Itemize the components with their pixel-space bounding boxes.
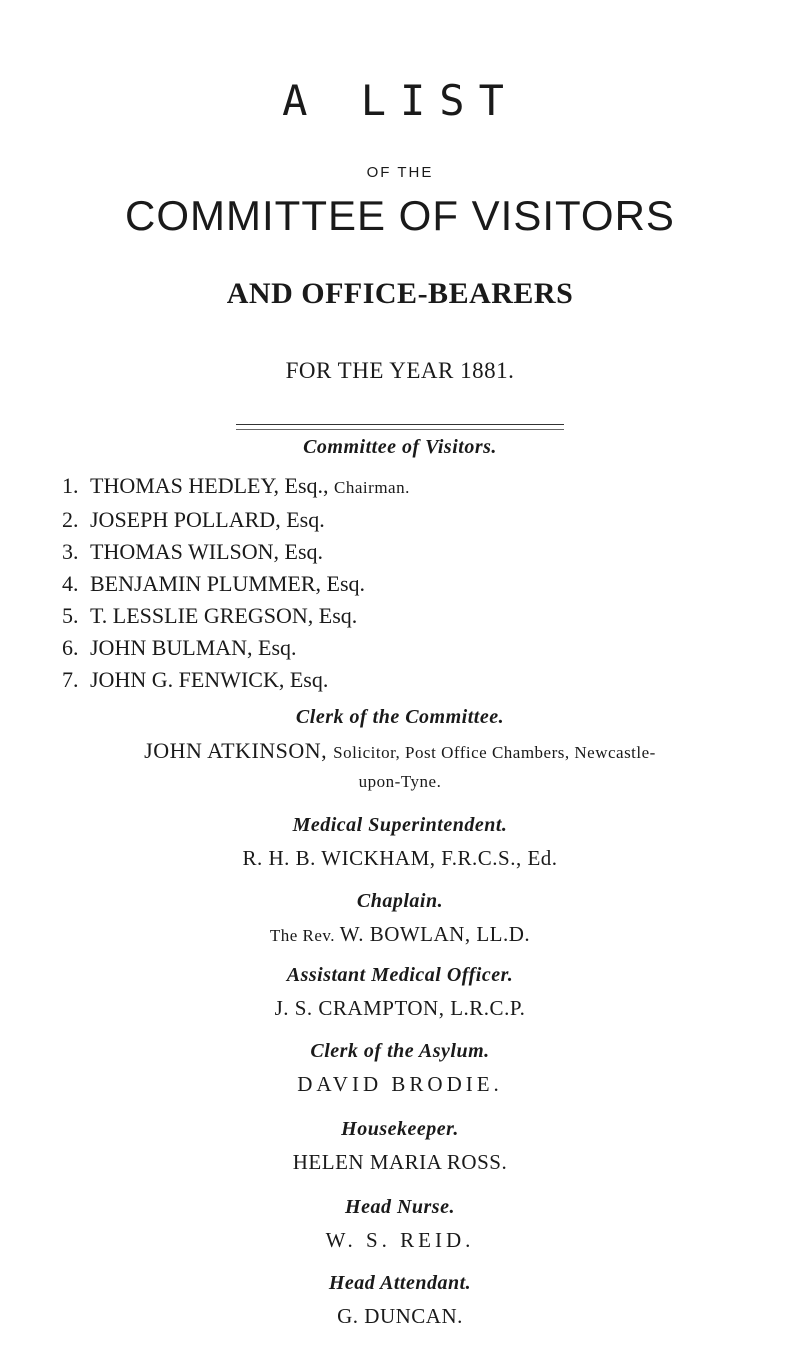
assistant-medical-officer-name: J. S. CRAMPTON, L.R.C.P.	[274, 996, 526, 1020]
committee-section-heading: Committee of Visitors.	[303, 436, 497, 458]
list-item	[62, 632, 782, 664]
chaplain-prefix: The Rev.	[269, 926, 340, 945]
list-item	[62, 504, 782, 536]
head-nurse-heading: Head Nurse.	[345, 1196, 455, 1218]
of-the-line: OF THE	[366, 164, 434, 181]
chaplain-heading: Chaplain.	[356, 890, 444, 912]
medical-superintendent-name: R. H. B. WICKHAM, F.R.C.S., Ed.	[242, 846, 558, 870]
list-item	[62, 600, 782, 632]
list-item	[62, 536, 782, 568]
member-name: THOMAS WILSON, Esq.	[90, 539, 324, 564]
head-nurse-name: W. S. REID.	[325, 1228, 475, 1252]
divider-rule	[236, 429, 564, 430]
clerk-committee-name: JOHN ATKINSON,	[144, 738, 334, 763]
list-item	[62, 664, 782, 696]
medical-superintendent-heading: Medical Superintendent.	[292, 814, 508, 836]
assistant-medical-officer-heading: Assistant Medical Officer.	[286, 964, 514, 986]
clerk-asylum-name: DAVID BRODIE.	[297, 1072, 503, 1096]
list-item	[62, 470, 782, 504]
item-number: 7.	[62, 667, 79, 692]
divider-rule	[236, 424, 564, 425]
chaplain-entry	[0, 922, 800, 947]
clerk-asylum-heading: Clerk of the Asylum.	[310, 1040, 490, 1062]
item-number: 5.	[62, 603, 79, 628]
head-attendant-name: G. DUNCAN.	[337, 1304, 463, 1328]
member-name: JOHN G. FENWICK, Esq.	[90, 667, 329, 692]
list-item	[62, 568, 782, 600]
page-title: A LIST	[282, 76, 518, 125]
chaplain-name: W. BOWLAN, LL.D.	[339, 922, 531, 946]
member-name: T. LESSLIE GREGSON, Esq.	[90, 603, 358, 628]
item-number: 2.	[62, 507, 79, 532]
member-name: THOMAS HEDLEY, Esq.,	[90, 473, 335, 498]
clerk-committee-details: Solicitor, Post Office Chambers, Newcastle-	[333, 743, 656, 762]
item-number: 1.	[62, 473, 79, 498]
committee-heading: COMMITTEE OF VISITORS	[125, 192, 675, 239]
committee-member-list	[62, 470, 782, 696]
member-name: JOSEPH POLLARD, Esq.	[90, 507, 325, 532]
clerk-committee-heading: Clerk of the Committee.	[295, 706, 505, 728]
head-attendant-heading: Head Attendant.	[328, 1272, 472, 1294]
member-name: JOHN BULMAN, Esq.	[90, 635, 297, 660]
year-line: FOR THE YEAR 1881.	[285, 358, 515, 383]
clerk-committee-entry	[0, 738, 800, 764]
housekeeper-name: HELEN MARIA ROSS.	[292, 1150, 508, 1174]
item-number: 6.	[62, 635, 79, 660]
clerk-committee-details-cont: upon-Tyne.	[358, 772, 442, 791]
office-bearers-heading: AND OFFICE-BEARERS	[226, 277, 574, 310]
item-number: 3.	[62, 539, 79, 564]
member-name: BENJAMIN PLUMMER, Esq.	[90, 571, 366, 596]
housekeeper-heading: Housekeeper.	[341, 1118, 459, 1140]
item-number: 4.	[62, 571, 79, 596]
member-role: Chairman.	[334, 478, 410, 497]
